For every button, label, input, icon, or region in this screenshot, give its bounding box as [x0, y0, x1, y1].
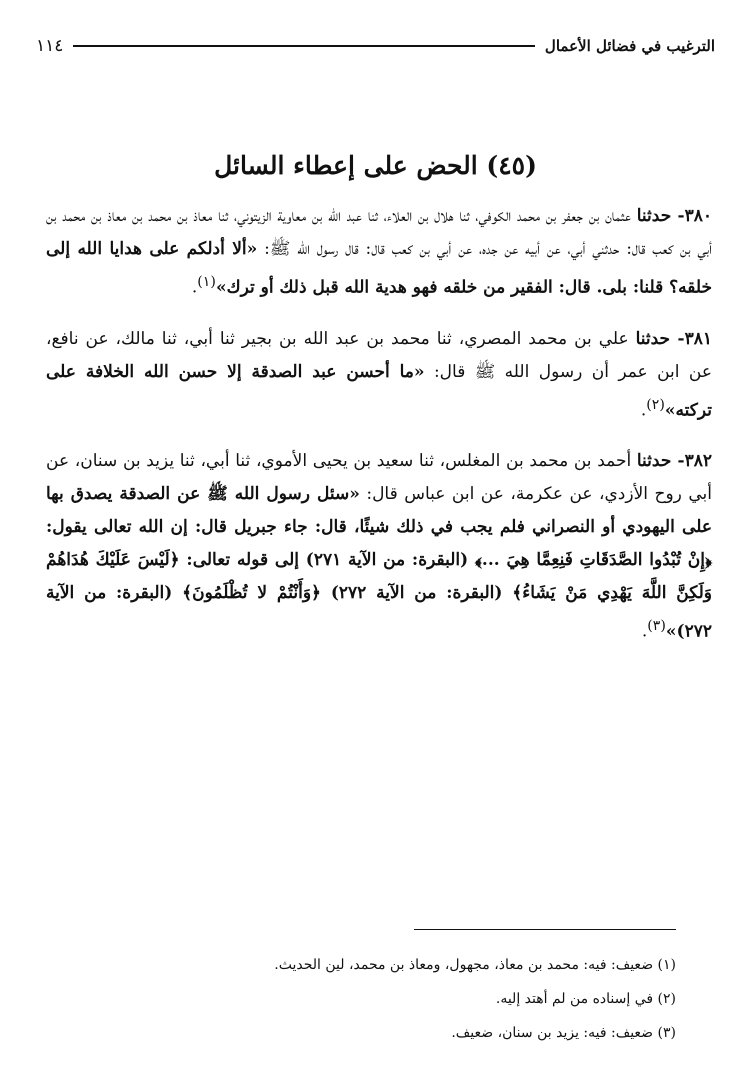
hadith-lead-word: حدثنا: [635, 328, 671, 349]
hadith-380: [46, 200, 712, 305]
main-text: [46, 200, 712, 667]
footnote-marker: (١): [197, 274, 216, 290]
sentence-end: .: [191, 277, 198, 298]
sentence-end: .: [641, 621, 648, 642]
sentence-end: .: [640, 400, 647, 421]
hadith-number: ٣٨٢-: [671, 451, 712, 472]
footnotes: [46, 948, 676, 1050]
hadith-lead-word: حدثنا: [636, 451, 672, 472]
footnote-marker: (٢): [646, 396, 665, 413]
chapter-title: (٤٥) الحض على إعطاء السائل: [214, 151, 537, 180]
footnote-3: (٣) ضعيف: فيه: يزيد بن سنان، ضعيف.: [451, 1025, 676, 1041]
footnote-2: (٢) في إسناده من لم أهتد إليه.: [495, 991, 676, 1007]
hadith-number: ٣٨٠-: [671, 206, 712, 226]
hadith-number: ٣٨١-: [670, 328, 713, 349]
hadith-382: [46, 445, 712, 649]
hadith-chain: أحمد بن محمد بن المغلس، ثنا سعيد بن يحيى الأموي، ثنا أبي، ثنا يزيد بن سنان، عن أبي روح الأزدي، عن عكرمة، عن ابن عباس قال:: [46, 451, 712, 505]
page-number: ١١٤: [36, 36, 64, 56]
footnote-rule: [414, 929, 676, 930]
running-title: الترغيب في فضائل الأعمال: [544, 37, 715, 55]
header-rule: [73, 45, 535, 47]
hadith-matn: «ما أحسن عبد الصدقة إلا حسن الله الخلافة على تركته»: [46, 361, 712, 421]
hadith-lead-word: حدثنا: [636, 206, 672, 226]
running-head: [36, 34, 715, 58]
hadith-chain: علي بن محمد المصري، ثنا محمد بن عبد الله بن بجير ثنا أبي، ثنا مالك، عن نافع، عن ابن عمر أن رسول الله ﷺ قال:: [46, 328, 712, 382]
footnote-marker: (٣): [647, 618, 666, 635]
hadith-chain: عثمان بن جعفر بن محمد الكوفي، ثنا هلال بن العلاء، ثنا عبد الله بن معاوية الزيتوني، ثنا معاذ بن محمد بن معاذ بن محمد بن أبي بن كعب قال: حدثني أبي، عن أبيه عن جده، عن أبي بن كعب قال: قال رسول الله ﷺ:: [46, 206, 712, 259]
hadith-381: [46, 323, 712, 428]
hadith-matn: «سئل رسول الله ﷺ عن الصدقة يصدق بها على اليهودي أو النصراني فلم يجب في ذلك شيئًا، قال: جاء جبريل قال: إن الله تعالى يقول: ﴿إِنْ تُبْدُوا الصَّدَقَاتِ فَنِعِمَّا هِيَ ...﴾ (البقرة: من الآية ٢٧١) إلى قوله تعالى: ﴿لَيْسَ عَلَيْكَ هُدَاهُمْ وَلَكِنَّ اللَّهَ يَهْدِي مَنْ يَشَاءُ﴾ (البقرة: من الآية ٢٧٢) ﴿وَأَنْتُمْ لا تُظْلَمُونَ﴾ (البقرة: من الآية ٢٧٢)»: [46, 484, 713, 642]
hadith-matn: «ألا أدلكم على هدايا الله إلى خلقه؟ قلنا: بلى. قال: الفقير من خلقه فهو هدية الله قبل ذلك أو ترك»: [46, 239, 712, 298]
footnote-1: (١) ضعيف: فيه: محمد بن معاذ، مجهول، ومعاذ بن محمد، لين الحديث.: [274, 957, 676, 973]
